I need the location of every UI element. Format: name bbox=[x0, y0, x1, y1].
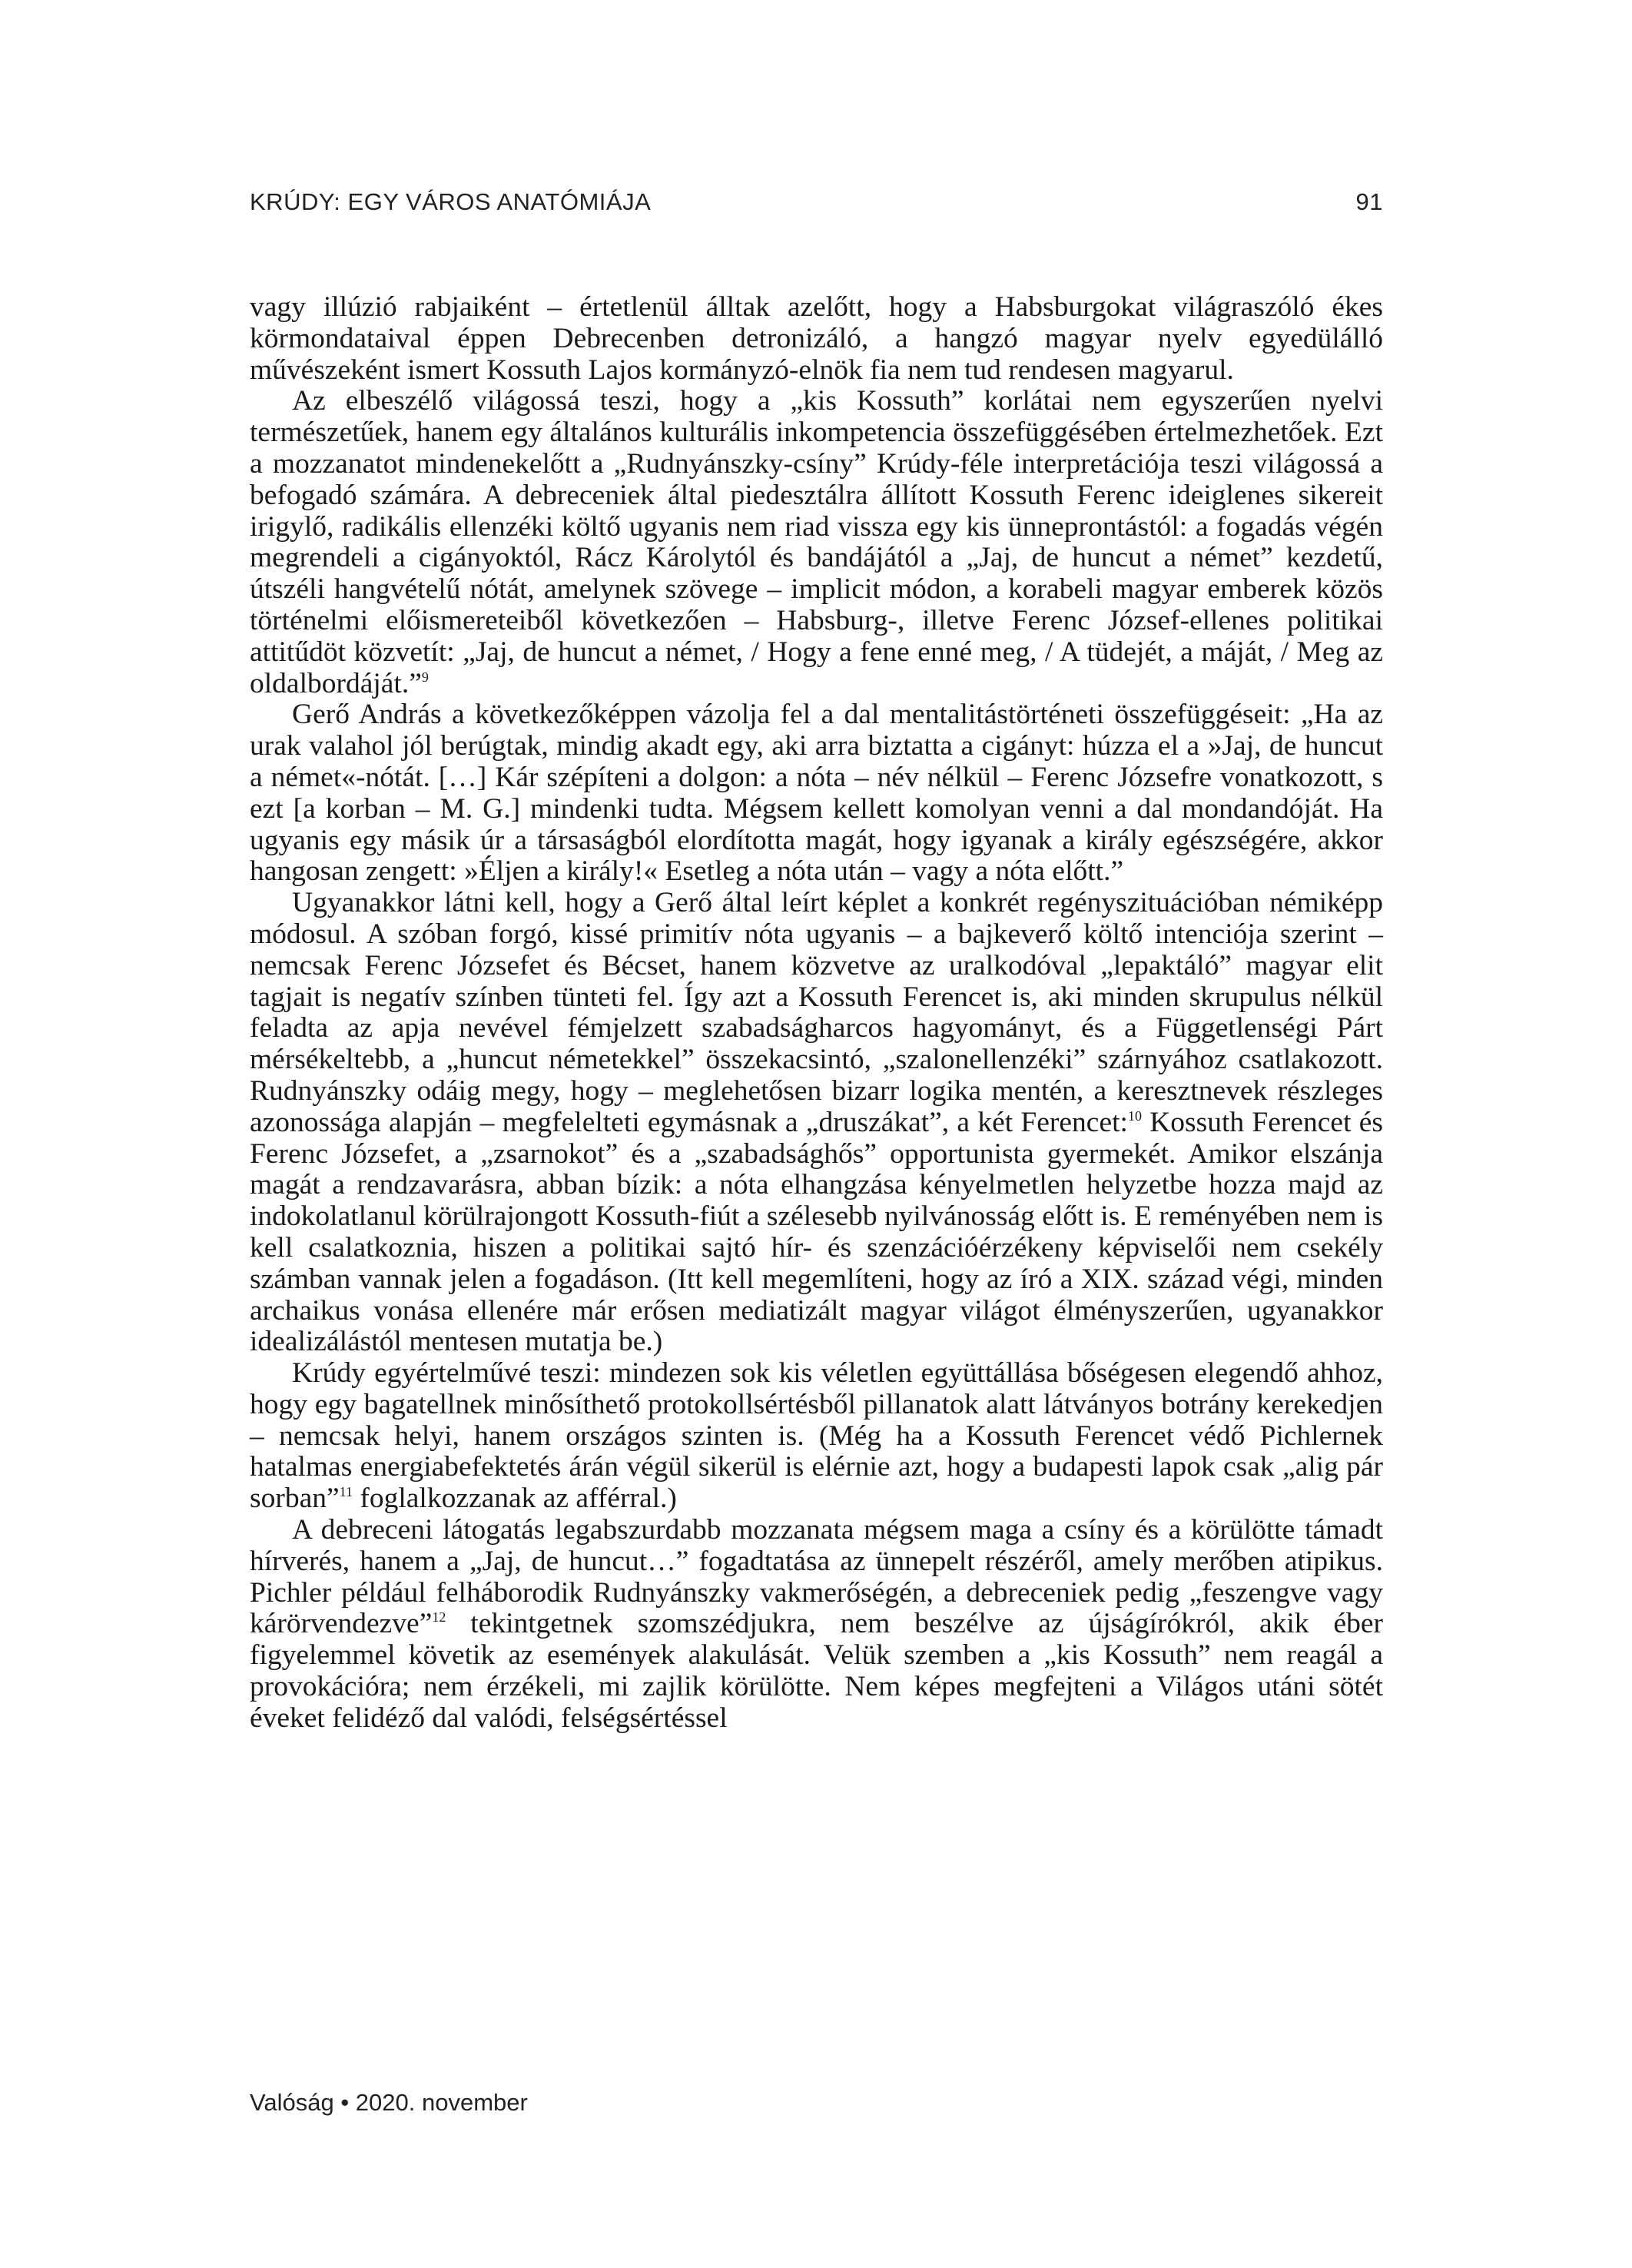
page-footer: Valóság • 2020. november bbox=[250, 2089, 528, 2116]
footnote-reference: 9 bbox=[421, 669, 429, 685]
paragraph bbox=[250, 1515, 1383, 1735]
paragraph-text: foglalkozzanak az afférral.) bbox=[352, 1483, 677, 1515]
paragraph bbox=[250, 386, 1383, 699]
paragraph bbox=[250, 1358, 1383, 1515]
article-body bbox=[250, 292, 1383, 1735]
paragraph-text: Krúdy egyértelművé teszi: mindezen sok kis véletlen együttállása bőségesen elegendő ahhoz, hogy egy bagatellnek minősíthető protokollsértésből pillanatok alatt látványos botrány kerekedjen – nemcsak helyi, hanem országos szinten is. (Még ha a Kossuth Ferencet védő Pichlernek hatalmas energiabefektetés árán végül sikerül is elérnie azt, hogy a budapesti lapok csak „alig pár sorban” bbox=[250, 1357, 1383, 1515]
paragraph-text: Ugyanakkor látni kell, hogy a Gerő által leírt képlet a konkrét regényszituációban némiképp módosul. A szóban forgó, kissé primitív nóta ugyanis – a bajkeverő költő intenciója szerint – nemcsak Ferenc Józsefet és Bécset, hanem közvetve az uralkodóval „lepaktáló” magyar elit tagjait is negatív színben tünteti fel. Így azt a Kossuth Ferencet is, aki minden skrupulus nélkül feladta az apja nevével fémjelzett szabadságharcos hagyományt, és a Függetlenségi Párt mérsékeltebb, a „huncut németekkel” összekacsintó, „szalonellenzéki” szárnyához csatlakozott. Rudnyánszky odáig megy, hogy – meglehetősen bizarr logika mentén, a keresztnevek részleges azonossága alapján – megfelelteti egymásnak a „druszákat”, a két Ferencet: bbox=[250, 887, 1383, 1138]
paragraph bbox=[250, 292, 1383, 386]
page-number: 91 bbox=[1355, 188, 1383, 215]
paragraph-text: tekintgetnek szomszédjukra, nem beszélve az újságírókról, akik éber figyelemmel követik az események alakulását. Velük szemben a „kis Kossuth” nem reagál a provokációra; nem érzékeli, mi zajlik körülötte. Nem képes megfejteni a Világos utáni sötét éveket felidéző dal valódi, felségsértéssel bbox=[250, 1608, 1383, 1734]
paragraph bbox=[250, 699, 1383, 888]
footnote-reference: 11 bbox=[339, 1484, 353, 1500]
paragraph bbox=[250, 888, 1383, 1358]
paragraph-text: Gerő András a következőképpen vázolja fel a dal mentalitástörténeti összefüggéseit: „Ha az urak valahol jól berúgtak, mindig akadt egy, aki arra biztatta a cigányt: húzza el a »Jaj, de huncut a német«-nótát. […] Kár szépíteni a dolgon: a nóta – név nélkül – Ferenc Józsefre vonatkozott, s ezt [a korban – M. G.] mindenki tudta. Mégsem kellett komolyan venni a dal mondandóját. Ha ugyanis egy másik úr a társaságból elordította magát, hogy igyanak a király egészségére, akkor hangosan zengett: »Éljen a király!« Esetleg a nóta után – vagy a nóta előtt.” bbox=[250, 699, 1383, 888]
footnote-reference: 12 bbox=[432, 1609, 446, 1625]
paragraph-text: Az elbeszélő világossá teszi, hogy a „kis Kossuth” korlátai nem egyszerűen nyelvi természetűek, hanem egy általános kulturális inkompetencia összefüggésében értelmezhetőek. Ezt a mozzanatot mindenekelőtt a „Rudnyánszky-csíny” Krúdy-féle interpretációja teszi világossá a befogadó számára. A debreceniek által piedesztálra állított Kossuth Ferenc ideiglenes sikereit irigylő, radikális ellenzéki költő ugyanis nem riad vissza egy kis ünneprontástól: a fogadás végén megrendeli a cigányoktól, Rácz Károlytól és bandájától a „Jaj, de huncut a német” kezdetű, útszéli hangvételű nótát, amelynek szövege – implicit módon, a korabeli magyar emberek közös történelmi előismereteiből következően – Habsburg-, illetve Ferenc József-ellenes politikai attitűdöt közvetít: „Jaj, de huncut a német, / Hogy a fene enné meg, / A tüdejét, a máját, / Meg az oldalbordáját.” bbox=[250, 385, 1383, 699]
footnote-reference: 10 bbox=[1127, 1107, 1142, 1124]
running-head-title: KRÚDY: EGY VÁROS ANATÓMIÁJA bbox=[250, 188, 652, 215]
paragraph-text: vagy illúzió rabjaiként – értetlenül álltak azelőtt, hogy a Habsburgokat világraszóló ékes körmondataival éppen Debrecenben detronizáló, a hangzó magyar nyelv egyedülálló művészeként ismert Kossuth Lajos kormányzó-elnök fia nem tud rendesen magyarul. bbox=[250, 291, 1383, 386]
paragraph-text: A debreceni látogatás legabszurdabb mozzanata mégsem maga a csíny és a körülötte támadt hírverés, hanem a „Jaj, de huncut…” fogadtatása az ünnepelt részéről, amely merőben atipikus. Pichler például felháborodik Rudnyánszky vakmerőségén, a debreceniek pedig „feszengve vagy kárörvendezve” bbox=[250, 1514, 1383, 1640]
paragraph-text: Kossuth Ferencet és Ferenc Józsefet, a „zsarnokot” és a „szabadsághős” opportunista gyermekét. Amikor elszánja magát a rendzavarásra, abban bízik: a nóta elhangzása kényelmetlen helyzetbe hozza majd az indokolatlanul körülrajongott Kossuth-fiút a szélesebb nyilvánosság előtt is. E reményében nem is kell csalatkoznia, hiszen a politikai sajtó hír- és szenzációérzékeny képviselői nem csekély számban vannak jelen a fogadáson. (Itt kell megemlíteni, hogy az író a XIX. század végi, minden archaikus vonása ellenére már erősen mediatizált magyar világot élményszerűen, ugyanakkor idealizálástól mentesen mutatja be.) bbox=[250, 1106, 1384, 1358]
